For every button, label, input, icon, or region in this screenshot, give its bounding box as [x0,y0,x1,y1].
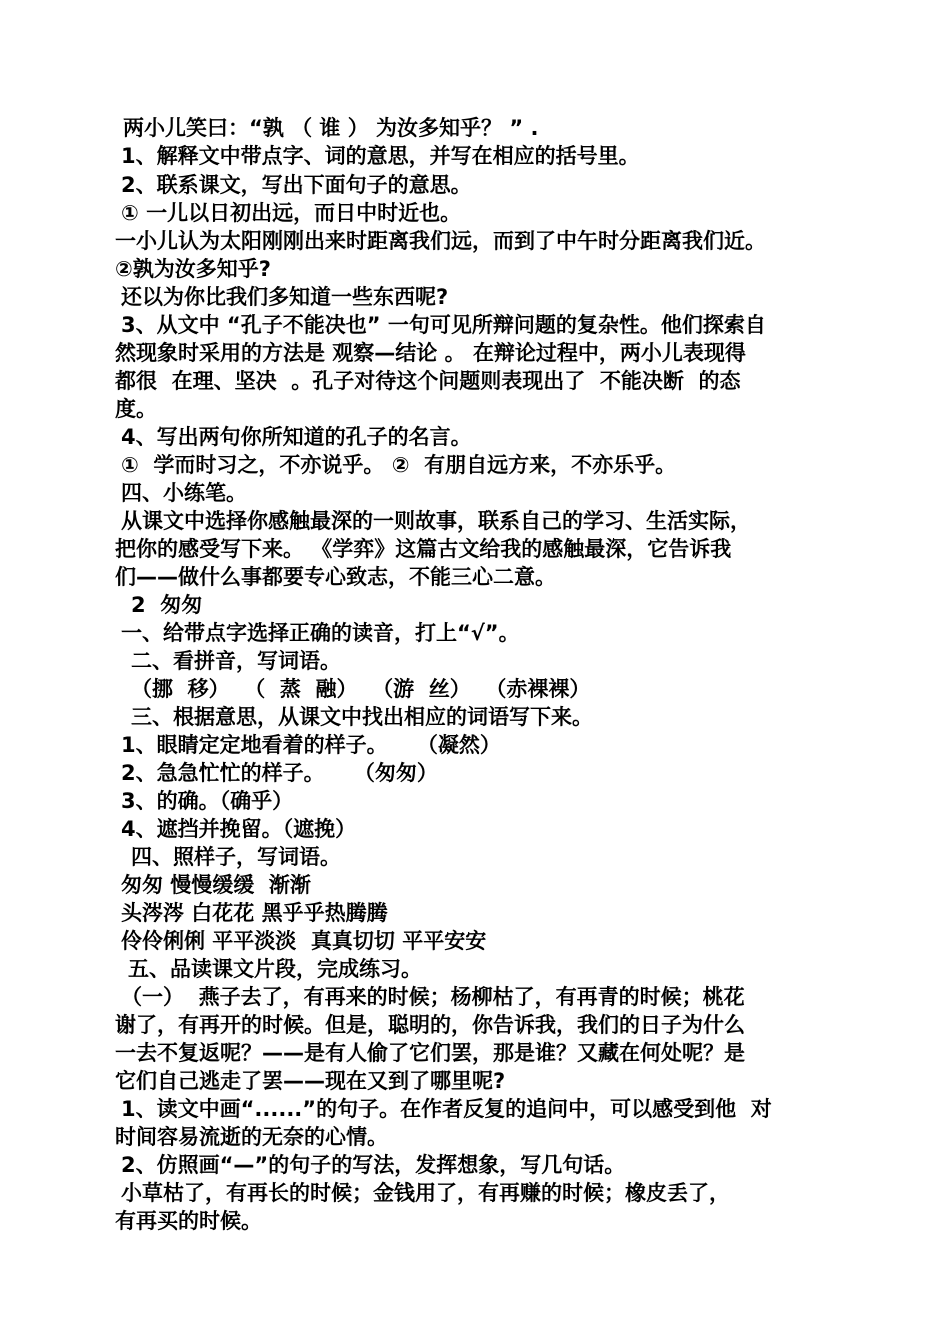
text-line: 然现象时采用的方法是 观察—结论 。 在辩论过程中，两小儿表现得 [115,341,746,365]
text-line: （挪 移） （ 蒸 融） （游 丝） （赤裸裸） [131,677,591,701]
text-line: 三、根据意思，从课文中找出相应的词语写下来。 [131,705,593,729]
text-line: （一） 燕子去了，有再来的时候；杨柳枯了，有再青的时候；桃花 [121,985,745,1009]
text-line: 2、仿照画“—”的句子的写法，发挥想象，写几句话。 [121,1153,626,1177]
text-line: 两小儿笑曰：“孰 （ 谁 ） 为汝多知乎？ ” . [123,116,539,140]
text-line: 2、急急忙忙的样子。 （匆匆） [121,761,438,785]
text-line: 一、给带点字选择正确的读音，打上“√”。 [121,621,520,645]
text-line: 小草枯了，有再长的时候；金钱用了，有再赚的时候；橡皮丢了， [121,1181,730,1205]
text-line: 把你的感受写下来。 《学弈》这篇古文给我的感触最深，它告诉我 [115,537,732,561]
text-line: 3、的确。（确乎） [121,789,294,813]
text-line: 都很 在理、坚决 。孔子对待这个问题则表现出了 不能决断 的态 [115,369,741,393]
text-line: 2、联系课文，写出下面句子的意思。 [121,173,472,197]
text-line: 还以为你比我们多知道一些东西呢? [121,285,449,309]
text-line: 1、读文中画“......”的句子。在作者反复的追问中，可以感受到他 对 [121,1097,772,1121]
text-line: ②孰为汝多知乎? [115,257,271,281]
text-line: 时间容易流逝的无奈的心情。 [115,1125,388,1149]
text-line: 一小儿认为太阳刚刚出来时距离我们远，而到了中午时分距离我们近。 [115,229,766,253]
text-line: 4、遮挡并挽留。（遮挽） [121,817,357,841]
text-line: 从课文中选择你感触最深的一则故事，联系自己的学习、生活实际， [121,509,751,533]
text-line: 匆匆 慢慢缓缓 渐渐 [121,873,311,897]
text-line: 1、解释文中带点字、词的意思，并写在相应的括号里。 [121,144,640,168]
text-line: 四、小练笔。 [121,481,247,505]
text-line: 一去不复返呢？——是有人偷了它们罢，那是谁？又藏在何处呢？是 [115,1041,745,1065]
text-line: 二、看拼音，写词语。 [131,649,341,673]
text-line: 有再买的时候。 [115,1209,262,1233]
text-line: 3、从文中 “孔子不能决也” 一句可见所辩问题的复杂性。他们探索自 [121,313,766,337]
text-line: ① 一儿以日初出远，而日中时近也。 [121,201,462,225]
text-line: 它们自己逃走了罢——现在又到了哪里呢? [115,1069,506,1093]
text-line: 谢了，有再开的时候。但是，聪明的，你告诉我，我们的日子为什么 [115,1013,745,1037]
text-line: 2 匆匆 [131,593,203,617]
text-line: 4、写出两句你所知道的孔子的名言。 [121,425,472,449]
text-line: ① 学而时习之，不亦说乎。 ② 有朋自远方来，不亦乐乎。 [121,453,677,477]
text-line: 四、照样子，写词语。 [131,845,341,869]
text-line: 度。 [115,397,157,421]
text-line: 五、品读课文片段，完成练习。 [128,957,422,981]
text-line: 头涔涔 白花花 黑乎乎热腾腾 [121,901,388,925]
text-line: 伶伶俐俐 平平淡淡 真真切切 平平安安 [121,929,487,953]
text-line: 1、眼睛定定地看着的样子。 （凝然） [121,733,501,757]
text-line: 们——做什么事都要专心致志，不能三心二意。 [115,565,556,589]
